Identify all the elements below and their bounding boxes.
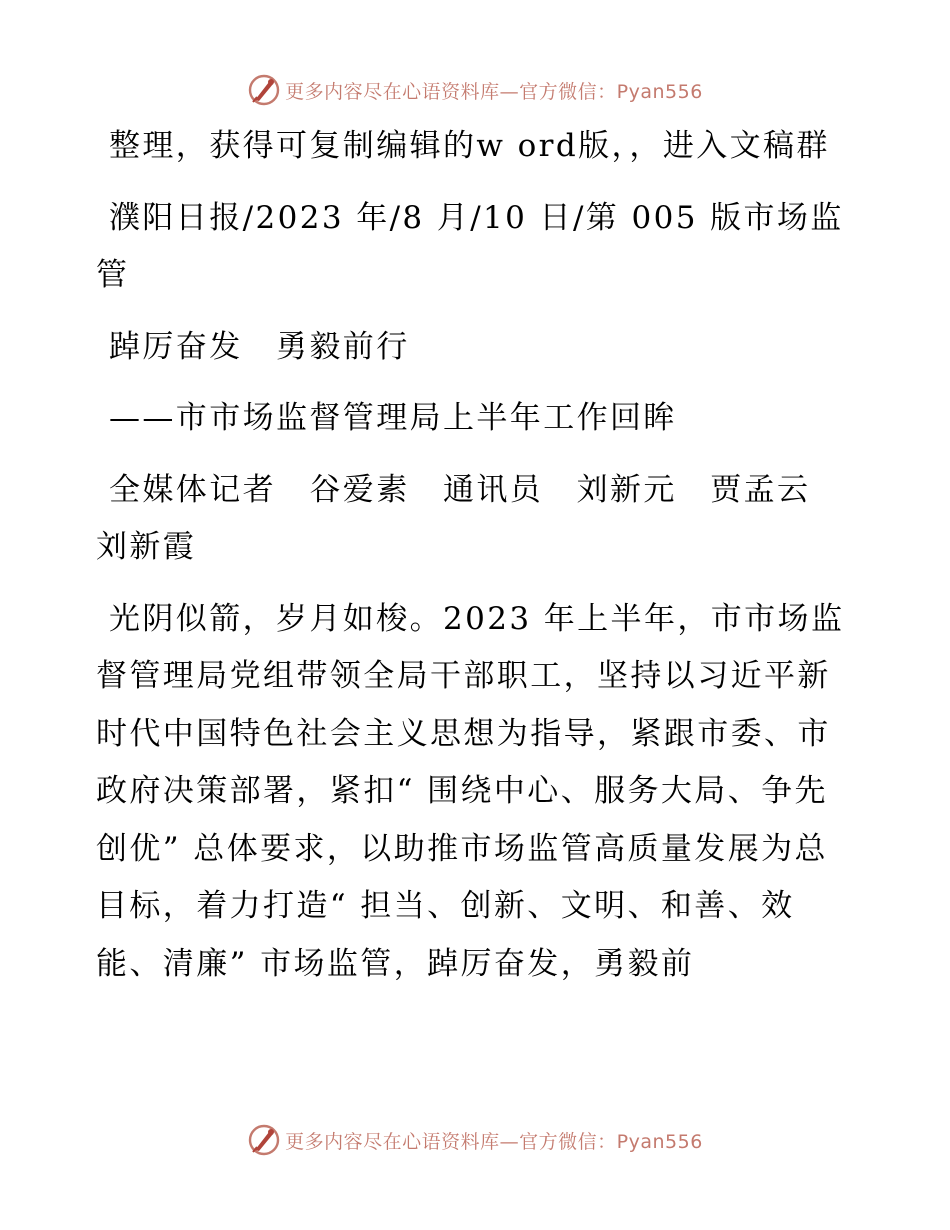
paragraph-note: 整理，获得可复制编辑的w ord版，，进入文稿群 (109, 128, 830, 164)
quill-pen-logo-icon (247, 1123, 281, 1157)
watermark-text: 更多内容尽在心语资料库—官方微信：Pyan556 (285, 1130, 703, 1153)
paragraph-source: 濮阳日报/2023 年/8 月/10 日/第 005 版市场监管 (96, 199, 844, 293)
quill-pen-logo-icon (247, 73, 281, 107)
article-title: 踔厉奋发 勇毅前行 (109, 328, 410, 365)
byline: 全媒体记者 谷爱素 通讯员 刘新元 贾孟云 刘新霞 (96, 471, 844, 565)
document-body (96, 118, 856, 1007)
article-subtitle: ——市市场监督管理局上半年工作回眸 (109, 400, 677, 436)
paragraph-body: 光阴似箭，岁月如梭。2023 年上半年，市市场监督管理局党组带领全局干部职工，坚持以习近平新时代中国特色社会主义思想为指导，紧跟市委、市政府决策部署，紧扣“ 围绕中心、服务大局、争先创优” 总体要求，以助推市场监管高质量发展为总目标，着力打造“ 担当、创新、文明、和善、效能、清廉” 市场监管，踔厉奋发，勇毅前 (96, 600, 845, 982)
header-watermark (0, 70, 950, 110)
watermark-text: 更多内容尽在心语资料库—官方微信：Pyan556 (285, 80, 703, 103)
footer-watermark (0, 1120, 950, 1160)
